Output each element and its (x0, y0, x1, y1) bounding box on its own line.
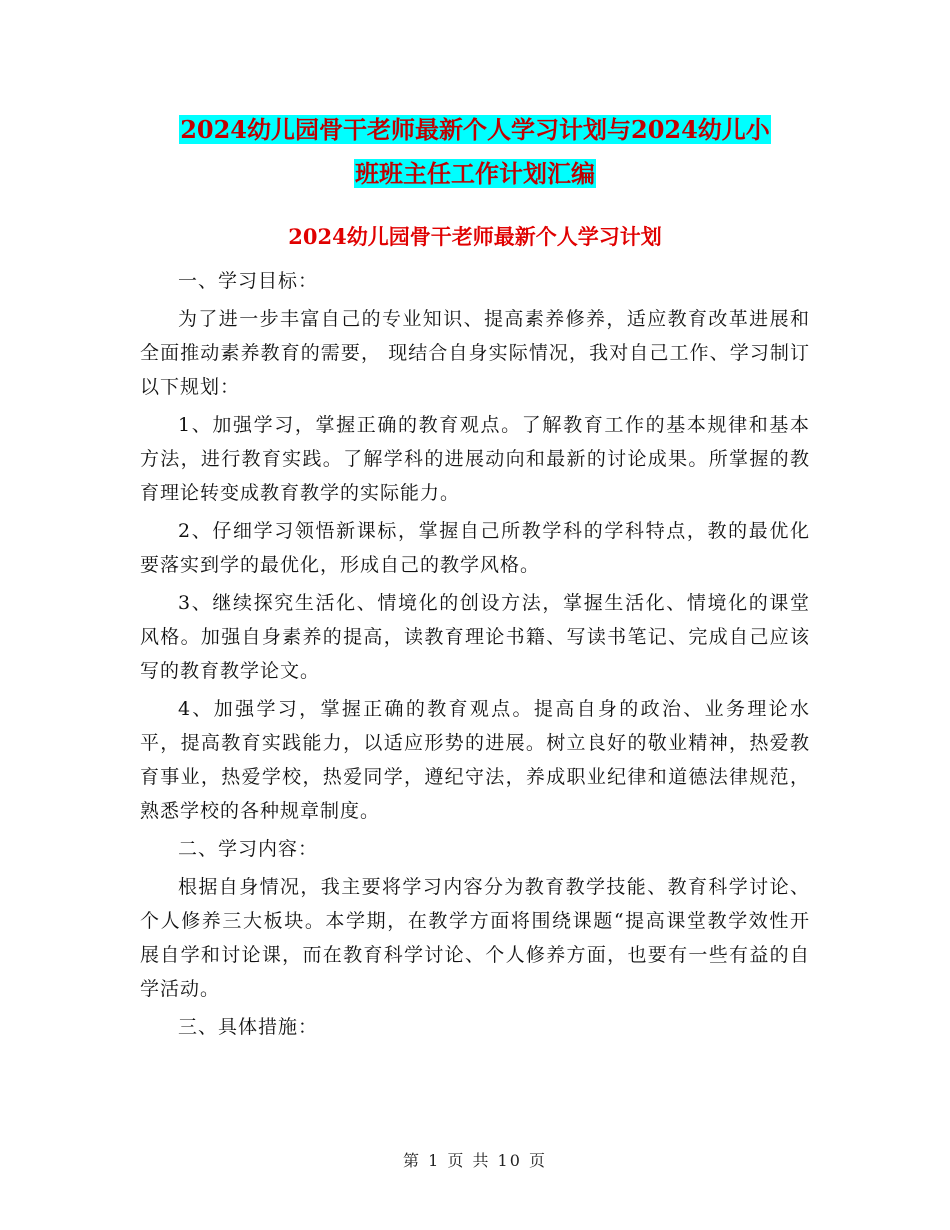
title-highlight-1: 2024幼儿园骨干老师最新个人学习计划与2024幼儿小 (180, 115, 770, 144)
section-heading: 2024幼儿园骨干老师最新个人学习计划 (288, 224, 662, 249)
paragraph-intro: 为了进一步丰富自己的专业知识、提高素养修养，适应教育改革进展和全面推动素养教育的需要， 现结合自身实际情况，我对自己工作、学习制订以下规划： (140, 308, 810, 398)
title-highlight-2: 班班主任工作计划汇编 (355, 159, 595, 188)
paragraph-measures-heading: 三、具体措施： (178, 1016, 319, 1038)
paragraph-item-1: 1、加强学习，掌握正确的教育观点。了解教育工作的基本规律和基本方法，进行教育实践。了解学科的进展动向和最新的讨论成果。所掌握的教育理论转变成教育教学的实际能力。 (140, 414, 810, 504)
document-title-line-1 (140, 114, 810, 146)
document-body (140, 264, 810, 1048)
paragraph-goals-heading: 一、学习目标： (178, 270, 319, 292)
page-number-footer: 第 1 页 共 10 页 (403, 1151, 547, 1170)
paragraph-item-2: 2、仔细学习领悟新课标，掌握自己所教学科的学科特点，教的最优化要落实到学的最优化，形成自己的教学风格。 (140, 520, 810, 576)
document-title-line-2 (140, 158, 810, 190)
paragraph-content: 根据自身情况，我主要将学习内容分为教育教学技能、教育科学讨论、个人修养三大板块。本学期，在教学方面将围绕课题“提高课堂教学效性开展自学和讨论课，而在教育科学讨论、个人修养方面，也要有一些有益的自学活动。 (140, 876, 810, 1000)
paragraph-item-3: 3、继续探究生活化、情境化的创设方法，掌握生活化、情境化的课堂风格。加强自身素养的提高，读教育理论书籍、写读书笔记、完成自己应该写的教育教学论文。 (140, 592, 810, 682)
paragraph-content-heading: 二、学习内容： (178, 838, 319, 860)
paragraph-item-4: 4、加强学习，掌握正确的教育观点。提高自身的政治、业务理论水平，提高教育实践能力，以适应形势的进展。树立良好的敬业精神，热爱教育事业，热爱学校，热爱同学，遵纪守法，养成职业纪律和道德法律规范，熟悉学校的各种规章制度。 (140, 698, 810, 822)
